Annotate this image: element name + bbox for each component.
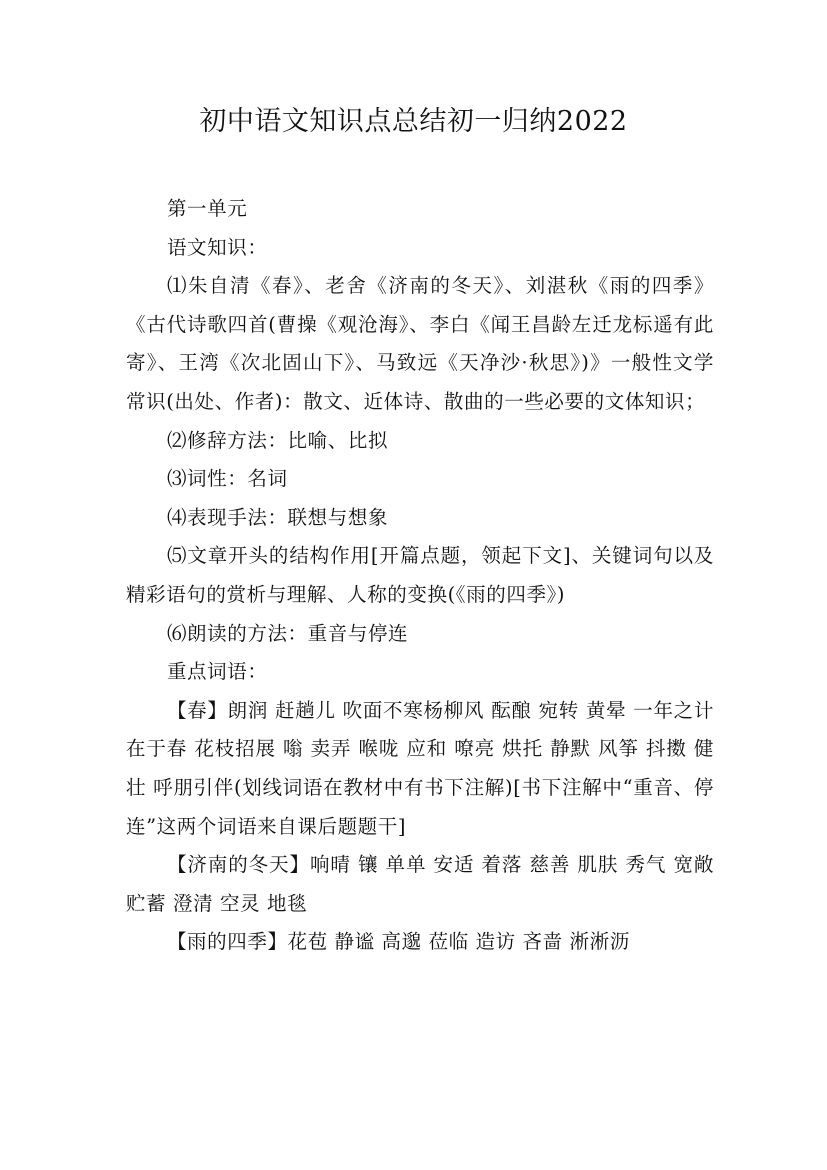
paragraph-expression-technique: ⑷表现手法：联想与想象: [166, 505, 389, 529]
paragraph-part-of-speech: ⑶词性：名词: [166, 467, 288, 491]
paragraph-reading-method: ⑹朗读的方法：重音与停连: [166, 621, 409, 645]
paragraph-language-knowledge-heading: 语文知识：: [166, 235, 268, 259]
document-body: [126, 190, 714, 962]
paragraph-structure: ⑸文章开头的结构作用[开篇点题，领起下文]、关键词句以及精彩语句的赏析与理解、人称的变换(《雨的四季》): [126, 544, 714, 606]
paragraph-key-words-heading: 重点词语：: [166, 660, 268, 684]
paragraph-rhetoric: ⑵修辞方法：比喻、比拟: [166, 428, 389, 452]
paragraph-vocab-spring: 【春】朗润 赶趟儿 吹面不寒杨柳风 酝酿 宛转 黄晕 一年之计在于春 花枝招展 嗡 卖弄 喉咙 应和 嘹亮 烘托 静默 风筝 抖擞 健壮 呼朋引伴(划线词语在教材中有书下注解)[书下注解中“重音、停连”这两个词语来自课后题题干]: [126, 698, 714, 838]
paragraph-vocab-four-seasons-rain: 【雨的四季】花苞 静谧 高邈 莅临 造访 吝啬 淅淅沥: [166, 930, 630, 954]
paragraph-vocab-jinan-winter: 【济南的冬天】响晴 镶 单单 安适 着落 慈善 肌肤 秀气 宽敞 贮蓄 澄清 空灵 地毯: [126, 853, 714, 915]
paragraph-literary-knowledge: ⑴朱自清《春》、老舍《济南的冬天》、刘湛秋《雨的四季》《古代诗歌四首(曹操《观沧海》、李白《闻王昌龄左迁龙标遥有此寄》、王湾《次北固山下》、马致远《天净沙·秋思》)》一般性文学常识(出处、作者)：散文、近体诗、散曲的一些必要的文体知识；: [126, 274, 714, 413]
document-title: 初中语文知识点总结初一归纳2022: [199, 106, 628, 137]
paragraph-unit-heading: 第一单元: [166, 197, 248, 220]
